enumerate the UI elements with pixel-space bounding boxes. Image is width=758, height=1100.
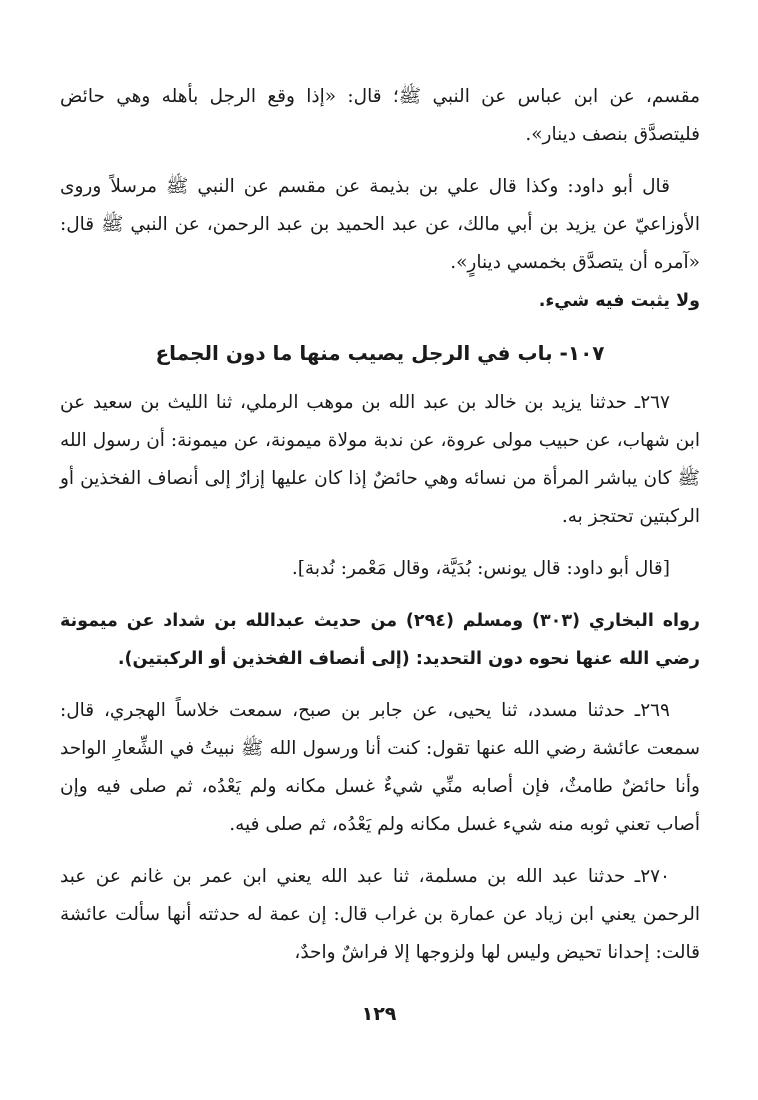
chapter-heading: ١٠٧- باب في الرجل يصيب منها ما دون الجماع bbox=[155, 341, 605, 365]
paragraph-hadith-267: ٢٦٧ـ حدثنا يزيد بن خالد بن عبد الله بن موهب الرملي، ثنا الليث بن سعيد عن ابن شهاب، عن حبيب مولى عروة، عن ندبة مولاة ميمونة، عن ميمونة: أن رسول الله ﷺ كان يباشر المرأة من نسائه وهي حائضٌ إذا كان عليها إزارٌ إلى أنصاف الفخذين أو الركبتين تحتجز به. bbox=[60, 392, 700, 527]
paragraph-hadith-continuation: مقسم، عن ابن عباس عن النبي ﷺ؛ قال: «إذا وقع الرجل بأهله وهي حائض فليتصدَّق بنصف دينار». bbox=[60, 86, 700, 145]
paragraph-grading-note: ولا يثبت فيه شيء. bbox=[538, 291, 700, 311]
paragraph-abu-dawud-bracket-note: [قال أبو داود: قال يونس: بُدَيَّة، وقال مَعْمر: نُدبة]. bbox=[291, 558, 670, 579]
paragraph-hadith-270: ٢٧٠ـ حدثنا عبد الله بن مسلمة، ثنا عبد الله يعني ابن عمر بن غانم عن عبد الرحمن يعني ابن زياد عن عمارة بن غراب قال: إن عمة له حدثته أنها سألت عائشة قالت: إحدانا تحيض وليس لها ولزوجها إلا فراشٌ واحدٌ، bbox=[60, 866, 700, 963]
paragraph-abu-dawud-note: قال أبو داود: وكذا قال علي بن بذيمة عن مقسم عن النبي ﷺ مرسلاً وروى الأوزاعيّ عن يزيد بن أبي مالك، عن عبد الحميد بن عبد الرحمن، عن النبي ﷺ قال: «آمره أن يتصدَّق بخمسي دينارٍ». bbox=[60, 176, 700, 273]
paragraph-hadith-269: ٢٦٩ـ حدثنا مسدد، ثنا يحيى، عن جابر بن صبح، سمعت خلاساً الهجري، قال: سمعت عائشة رضي الله عنها تقول: كنت أنا ورسول الله ﷺ نبيتُ في الشِّعارِ الواحد وأنا حائضٌ طامثٌ، فإن أصابه منِّي شيءٌ غسل مكانه ولم يَعْدُه، ثم صلى فيه وإن أصاب تعني ثوبه منه شيء غسل مكانه ولم يَعْدُه، ثم صلى فيه. bbox=[60, 700, 700, 835]
page-number: ١٢٩ bbox=[361, 1003, 397, 1025]
page-body bbox=[60, 78, 700, 972]
paragraph-takhrij-note: رواه البخاري (٣٠٣) ومسلم (٢٩٤) من حديث عبدالله بن شداد عن ميمونة رضي الله عنها نحوه دون التحديد: (إلى أنصاف الفخذين أو الركبتين). bbox=[60, 611, 700, 669]
